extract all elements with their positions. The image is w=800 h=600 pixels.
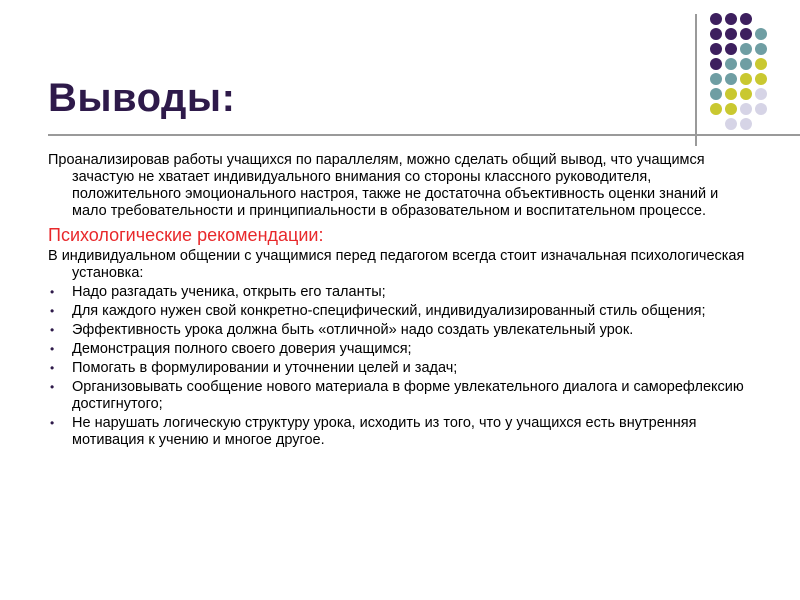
horizontal-divider <box>48 134 800 136</box>
list-item <box>48 360 748 377</box>
bullet-icon: • <box>50 304 55 318</box>
slide-title: Выводы: <box>48 76 236 120</box>
recommendations-list <box>48 284 748 449</box>
decorative-dot <box>740 103 752 115</box>
decorative-dot <box>725 13 737 25</box>
decorative-dot <box>755 28 767 40</box>
decorative-dot <box>710 103 722 115</box>
decorative-dot <box>740 73 752 85</box>
decorative-dot <box>725 103 737 115</box>
list-item-text: Организовывать сообщение нового материала в форме увлекательного диалога и саморефлексию достигнутого; <box>72 379 744 412</box>
bullet-icon: • <box>50 285 55 299</box>
decorative-dot <box>710 28 722 40</box>
bullet-icon: • <box>50 323 55 337</box>
decorative-dot <box>725 43 737 55</box>
list-item <box>48 415 748 449</box>
slide-body <box>48 152 748 451</box>
decorative-dot <box>755 103 767 115</box>
decorative-dot <box>740 13 752 25</box>
list-item <box>48 322 748 339</box>
bullet-icon: • <box>50 342 55 356</box>
decorative-dot <box>725 28 737 40</box>
list-item-text: Не нарушать логическую структуру урока, исходить из того, что у учащихся есть внутренняя мотивация к учению и многое другое. <box>72 415 697 448</box>
decorative-dot <box>740 28 752 40</box>
decorative-dot <box>725 118 737 130</box>
decorative-dot <box>710 88 722 100</box>
recommendations-intro: В индивидуальном общении с учащимися перед педагогом всегда стоит изначальная психологическая установка: <box>48 248 745 281</box>
decorative-dot <box>740 118 752 130</box>
recommendations-heading: Психологические рекомендации: <box>48 225 324 245</box>
decorative-dot-grid <box>710 13 800 133</box>
decorative-dot <box>755 58 767 70</box>
decorative-dot <box>710 43 722 55</box>
decorative-dot <box>755 88 767 100</box>
list-item <box>48 341 748 358</box>
list-item <box>48 379 748 413</box>
list-item-text: Для каждого нужен свой конкретно-специфический, индивидуализированный стиль общения; <box>72 303 706 319</box>
bullet-icon: • <box>50 380 55 394</box>
list-item-text: Демонстрация полного своего доверия учащимся; <box>72 341 412 357</box>
decorative-dot <box>725 58 737 70</box>
decorative-dot <box>740 43 752 55</box>
bullet-icon: • <box>50 416 55 430</box>
decorative-dot <box>725 88 737 100</box>
decorative-dot <box>710 73 722 85</box>
list-item <box>48 284 748 301</box>
list-item-text: Надо разгадать ученика, открыть его таланты; <box>72 284 386 300</box>
list-item-text: Эффективность урока должна быть «отличной» надо создать увлекательный урок. <box>72 322 634 338</box>
decorative-dot <box>710 13 722 25</box>
decorative-dot <box>755 43 767 55</box>
list-item-text: Помогать в формулировании и уточнении целей и задач; <box>72 360 458 376</box>
decorative-dot <box>755 73 767 85</box>
decorative-dot <box>740 58 752 70</box>
decorative-dot <box>740 88 752 100</box>
list-item <box>48 303 748 320</box>
bullet-icon: • <box>50 361 55 375</box>
decorative-dot <box>725 73 737 85</box>
vertical-divider <box>695 14 697 146</box>
decorative-dot <box>710 58 722 70</box>
conclusion-paragraph: Проанализировав работы учащихся по параллелям, можно сделать общий вывод, что учащимся зачастую не хватает индивидуального внимания со стороны классного руководителя, положительного эмоционального настроя, также не достаточна объективность оценки знаний и мало требовательности и принципиальности в образовательном и воспитательном процессе. <box>48 152 719 219</box>
